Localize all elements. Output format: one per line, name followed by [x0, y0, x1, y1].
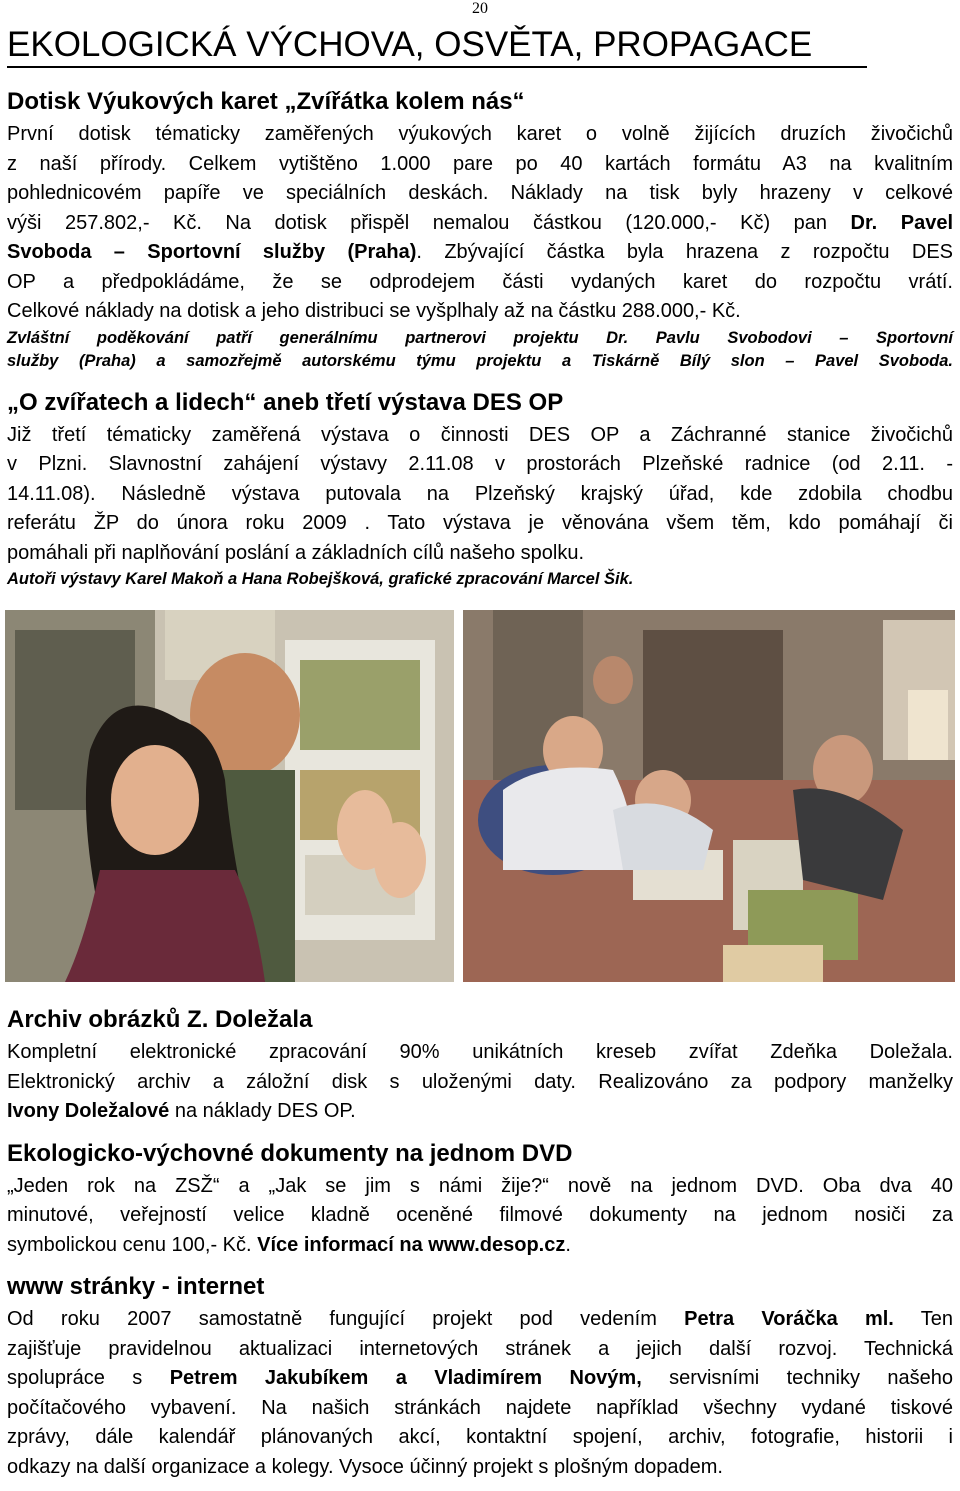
upper-content	[7, 84, 953, 591]
text-line: zajišťuje pravidelnou aktualizaci internetových stránek a jejich další rozvoj. Technická	[7, 1337, 953, 1360]
exhibition-photo-left	[5, 610, 454, 982]
text-line	[7, 1231, 953, 1261]
text-run: spolupráce s	[7, 1367, 170, 1389]
text-run: na náklady DES OP.	[169, 1100, 356, 1122]
section-web	[7, 1269, 953, 1482]
text-line	[7, 1305, 953, 1335]
text-line: pohlednicovém papíře ve speciálních deskách. Náklady na tisk byly hrazeny v celkové	[7, 182, 953, 204]
page-title: EKOLOGICKÁ VÝCHOVA, OSVĚTA, PROPAGACE	[7, 24, 867, 68]
text-run: . Zbývající částka byla hrazena z rozpočtu DES	[416, 241, 953, 263]
text-line: v Plzni. Slavnostní zahájení výstavy 2.11.08 v prostorách Plzeňské radnice (od 2.11. -	[7, 453, 953, 475]
acknowledgement-line: Zvláštní poděkování patří generálnímu partnerovi projektu Dr. Pavlu Svobodovi – Sportovní	[7, 328, 953, 347]
text-run: Od roku 2007 samostatně fungující projekt pod vedením	[7, 1308, 685, 1330]
text-line: Celkové náklady na dotisk a jeho distribuci se vyšplhaly až na částku 288.000,- Kč.	[7, 300, 741, 322]
text-line: „Jeden rok na ZSŽ“ a „Jak se jim s námi žije?“ nově na jednom DVD. Oba dva 40	[7, 1174, 953, 1197]
text-line: Kompletní elektronické zpracování 90% unikátních kreseb zvířat Zdeňka Doležala.	[7, 1041, 953, 1063]
person-name: Ivony Doležalové	[7, 1100, 170, 1122]
section-archiv	[7, 1002, 953, 1127]
section-heading-vystava: „O zvířatech a lidech“ aneb třetí výstava DES OP	[7, 388, 564, 416]
text-line	[7, 1364, 953, 1394]
text-line: Elektronický archiv a záložní disk s uloženými daty. Realizováno za podpory manželky	[7, 1070, 953, 1093]
text-line: minutové, veřejností velice kladně oceněné filmové dokumenty na jednom nosiči za	[7, 1204, 953, 1226]
text-run: symbolickou cenu 100,- Kč.	[7, 1233, 258, 1256]
person-name: Petra Voráčka ml.	[684, 1308, 894, 1330]
more-info-link[interactable]: Více informací na www.desop.cz	[257, 1233, 566, 1256]
photo-row	[5, 610, 955, 982]
text-line: pomáhali při naplňování poslání a základních cílů našeho spolku.	[7, 541, 585, 564]
lower-content	[7, 1002, 953, 1491]
text-line: 14.11.08). Následně výstava putovala na Plzeňský krajský úřad, kde zdobila chodbu	[7, 482, 953, 505]
text-line: Již třetí tématicky zaměřená výstava o činnosti DES OP a Záchranné stanice živočichů	[7, 423, 953, 446]
acknowledgement-line: služby (Praha) a samozřejmě autorskému týmu projektu a Tiskárně Bílý slon – Pavel Svoboda.	[7, 351, 953, 370]
exhibition-photo-right	[463, 610, 955, 982]
text-run: Ten	[893, 1308, 953, 1330]
text-line: zprávy, dále kalendář plánovaných akcí, kontaktní spojení, archiv, fotografie, historii i	[7, 1426, 953, 1448]
text-line: OP a předpokládáme, že se odprodejem části vydaných karet do rozpočtu vrátí.	[7, 270, 953, 293]
exhibition-photo-image	[463, 610, 955, 982]
text-line	[7, 1097, 953, 1127]
section-dvd	[7, 1136, 953, 1261]
section-heading-web: www stránky - internet	[7, 1273, 265, 1300]
sponsor-name: Dr. Pavel	[850, 211, 953, 234]
text-run: .	[565, 1233, 571, 1256]
section-vystava	[7, 385, 953, 592]
text-line	[7, 238, 953, 268]
text-line: počítačového vybavení. Na našich stránkách najdete například všechny vydané tiskové	[7, 1396, 953, 1419]
text-run: servisními techniky našeho	[641, 1367, 953, 1389]
section-heading-dvd: Ekologicko-výchovné dokumenty na jednom DVD	[7, 1139, 573, 1167]
text-line	[7, 209, 953, 239]
text-line: z naší přírody. Celkem vytištěno 1.000 pare po 40 kartách formátu A3 na kvalitním	[7, 152, 953, 175]
exhibition-authors: Autoři výstavy Karel Makoň a Hana Robejšková, grafické zpracování Marcel Šik.	[7, 570, 634, 588]
text-line: referátu ŽP do února roku 2009 . Tato výstava je věnována všem těm, kdo pomáhají či	[7, 512, 953, 534]
page-number: 20	[472, 0, 488, 17]
exhibition-photo-image	[5, 610, 454, 982]
section-heading-karty: Dotisk Výukových karet „Zvířátka kolem nás“	[7, 88, 525, 115]
text-run: výši 257.802,- Kč. Na dotisk přispěl nemalou částkou (120.000,- Kč) pan	[7, 211, 851, 234]
sponsor-company: Svoboda – Sportovní služby (Praha)	[7, 241, 417, 263]
text-line: První dotisk tématicky zaměřených výukových karet o volně žijících druzích živočichů	[7, 123, 953, 145]
section-karty	[7, 84, 953, 373]
person-names: Petrem Jakubíkem a Vladimírem Novým,	[169, 1367, 642, 1389]
text-line: odkazy na další organizace a kolegy. Vysoce účinný projekt s plošným dopadem.	[7, 1455, 723, 1478]
section-heading-archiv: Archiv obrázků Z. Doležala	[7, 1006, 313, 1033]
